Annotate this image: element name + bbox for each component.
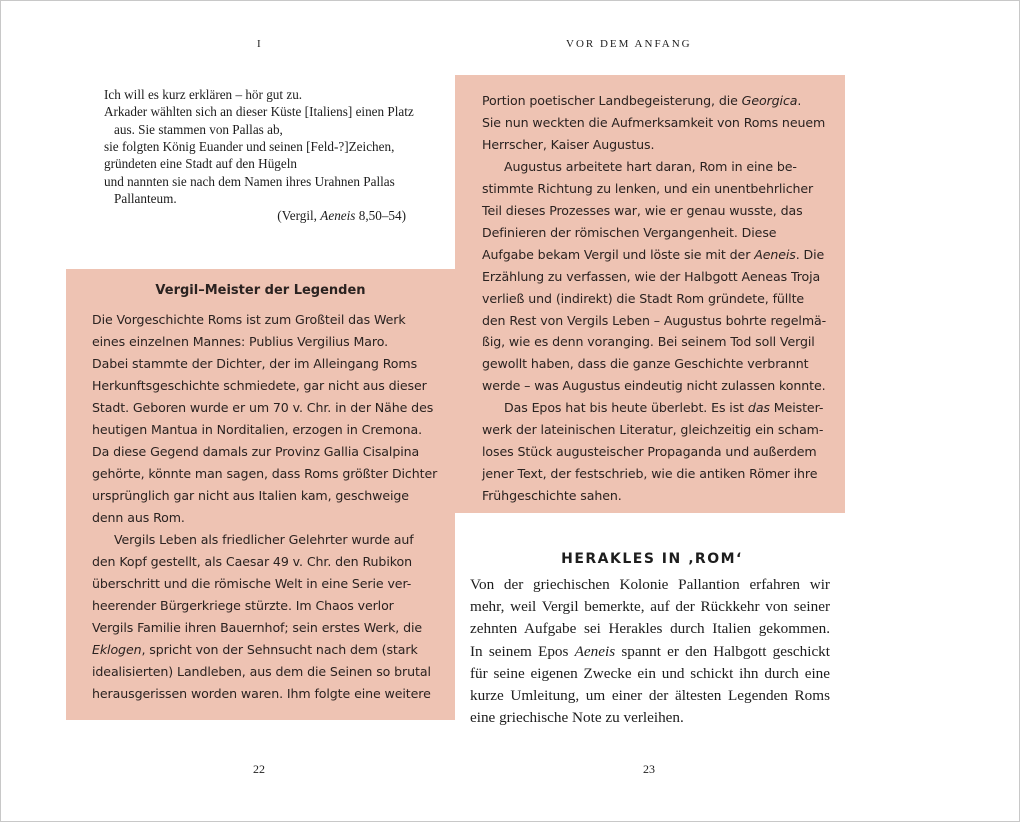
text-line	[104, 155, 297, 172]
text-segment: ursprünglich gar nicht aus Italien kam, geschweige	[92, 488, 409, 503]
text-line	[92, 661, 431, 683]
quote-citation	[277, 207, 406, 224]
text-segment: (Vergil,	[277, 208, 321, 223]
text-line	[470, 618, 830, 640]
text-line	[482, 485, 622, 507]
text-line	[92, 375, 427, 397]
text-segment: Definieren der römischen Vergangenheit. Diese	[482, 224, 777, 240]
text-line	[470, 641, 830, 663]
text-line	[114, 529, 414, 551]
text-segment: In seinem Epos	[470, 642, 575, 660]
text-segment: idealisierten) Landleben, aus dem die Seinen so brutal	[92, 664, 431, 679]
text-segment: ßig, wie es denn voranging. Bei seinem Tod soll Vergil	[482, 334, 815, 350]
text-line	[482, 244, 824, 266]
text-line	[470, 707, 830, 729]
text-segment: überschritt und die römische Welt in eine Serie ver-	[92, 576, 412, 591]
text-line	[92, 507, 185, 529]
text-segment: sie folgten König Euander und seinen [Feld-?]Zeichen,	[104, 138, 395, 154]
text-line	[114, 121, 283, 138]
text-line	[482, 441, 817, 463]
section-heading: HERAKLES IN ‚ROM‘	[561, 551, 743, 567]
text-line	[470, 663, 830, 685]
text-line	[470, 596, 830, 618]
text-segment: werde – was Augustus eindeutig nicht zulassen konnte.	[482, 378, 826, 394]
text-segment: .	[797, 93, 802, 108]
page-number-left: 22	[253, 762, 265, 776]
text-segment: Vergils Familie ihren Bauernhof; sein erstes Werk, die	[92, 620, 423, 635]
text-segment: heutigen Mantua in Norditalien, erzogen in Cremona.	[92, 422, 422, 437]
text-segment: zehnten Aufgabe sei Herakles durch Italien gekommen.	[470, 620, 830, 638]
text-line	[482, 463, 817, 485]
text-line	[92, 309, 406, 331]
text-segment: Herrscher, Kaiser Augustus.	[482, 136, 655, 152]
text-segment: spannt er den Halbgott geschickt	[615, 642, 830, 660]
text-line	[104, 138, 394, 155]
text-segment: jener Text, der festschrieb, wie die antiken Römer ihre	[482, 466, 818, 482]
text-segment: gründeten eine Stadt auf den Hügeln	[104, 156, 297, 172]
running-head-right: VOR DEM ANFANG	[566, 38, 692, 50]
text-line	[470, 574, 830, 596]
text-line	[104, 103, 414, 120]
text-segment: Sie nun weckten die Aufmerksamkeit von Roms neuem	[482, 114, 826, 130]
text-segment: Teil dieses Prozesses war, wie er genau wusste, das	[482, 202, 803, 218]
text-line	[504, 397, 823, 419]
text-line	[482, 178, 813, 200]
text-segment: aus. Sie stammen von Pallas ab,	[114, 121, 283, 137]
text-line	[92, 331, 388, 353]
text-segment: loses Stück augusteischer Propaganda und außerdem	[482, 444, 817, 460]
text-segment: werk der lateinischen Literatur, gleichzeitig ein scham-	[482, 422, 824, 438]
text-line	[482, 375, 826, 397]
text-segment: verließ und (indirekt) die Stadt Rom gründete, füllte	[482, 290, 805, 306]
text-line	[92, 683, 431, 705]
text-line	[92, 441, 419, 463]
text-segment: Stadt. Geboren wurde er um 70 v. Chr. in der Nähe des	[92, 400, 434, 415]
text-segment: herausgerissen worden waren. Ihm folgte eine weitere	[92, 686, 431, 701]
text-line	[92, 639, 418, 661]
text-line	[482, 288, 804, 310]
text-line	[482, 310, 826, 332]
text-segment: Georgica	[741, 93, 798, 108]
text-segment: Arkader wählten sich an dieser Küste [Italiens] einen Platz	[104, 104, 414, 120]
text-segment: Eklogen	[92, 642, 142, 657]
text-segment: eine griechische Note zu verleihen.	[470, 709, 684, 727]
text-line	[92, 573, 411, 595]
text-line	[482, 200, 803, 222]
text-line	[92, 485, 409, 507]
text-segment: Meister-	[769, 400, 824, 416]
text-line	[104, 86, 302, 103]
text-segment: Ich will es kurz erklären – hör gut zu.	[104, 87, 303, 102]
text-line	[92, 463, 437, 485]
text-segment: stimmte Richtung zu lenken, und ein unentbehrlicher	[482, 180, 814, 196]
text-segment: 8,50–54)	[355, 208, 406, 223]
text-line	[104, 173, 395, 190]
text-segment: das	[747, 400, 770, 416]
text-segment: gehörte, könnte man sagen, dass Roms größter Dichter	[92, 466, 438, 481]
text-line	[482, 112, 825, 134]
text-segment: denn aus Rom.	[92, 510, 185, 525]
running-head-left: I	[257, 38, 263, 50]
text-line	[92, 595, 394, 617]
text-segment: . Die	[795, 246, 825, 262]
text-segment: für seine eigenen Zwecke ein und schickt ihn durch eine	[470, 664, 830, 682]
text-line	[482, 134, 654, 156]
text-line	[92, 397, 433, 419]
text-segment: und nannten sie nach dem Namen ihres Urahnen Pallas	[104, 173, 395, 189]
text-line	[92, 617, 422, 639]
text-line	[92, 419, 422, 441]
text-segment: mehr, weil Vergil bemerkte, auf der Rückkehr von seiner	[470, 598, 830, 616]
text-segment: gewollt haben, dass die ganze Geschichte verbrannt	[482, 356, 809, 372]
text-segment: Da diese Gegend damals zur Provinz Gallia Cisalpina	[92, 444, 420, 459]
text-line	[482, 353, 809, 375]
text-segment: Herkunftsgeschichte schmiedete, gar nicht aus dieser	[92, 378, 427, 393]
text-segment: den Rest von Vergils Leben – Augustus bohrte regelmä-	[482, 312, 827, 328]
text-segment: kurze Umleitung, um einer der ältesten Legenden Roms	[470, 687, 830, 704]
text-segment: Das Epos hat bis heute überlebt. Es ist	[504, 400, 748, 416]
text-segment: Von der griechischen Kolonie Pallantion erfahren wir	[470, 576, 830, 593]
text-segment: Pallanteum.	[114, 190, 177, 206]
text-line	[92, 551, 412, 573]
text-segment: heerender Bürgerkriege stürzte. Im Chaos verlor	[92, 598, 394, 613]
text-line	[504, 156, 797, 178]
text-segment: Aeneis	[574, 642, 616, 660]
text-line	[482, 222, 776, 244]
page-number-right: 23	[643, 762, 655, 776]
text-line	[92, 353, 417, 375]
text-segment: Frühgeschichte sahen.	[482, 488, 622, 504]
text-segment: den Kopf gestellt, als Caesar 49 v. Chr. den Rubikon	[92, 554, 412, 569]
box-title: Vergil–Meister der Legenden	[155, 283, 366, 298]
text-segment: Aufgabe bekam Vergil und löste sie mit der	[482, 246, 755, 262]
text-line	[482, 331, 815, 353]
text-line	[482, 419, 823, 441]
text-segment: Aeneis	[754, 246, 796, 262]
text-segment: Dabei stammte der Dichter, der im Alleingang Roms	[92, 356, 418, 371]
text-segment: Erzählung zu verfassen, wie der Halbgott Aeneas Troja	[482, 268, 821, 284]
sidebar-box-continued	[455, 75, 845, 513]
sidebar-box-vergil	[66, 269, 455, 720]
text-segment: Vergils Leben als friedlicher Gelehrter wurde auf	[114, 532, 414, 547]
text-segment: Portion poetischer Landbegeisterung, die	[482, 93, 742, 108]
text-segment: Augustus arbeitete hart daran, Rom in eine be-	[504, 158, 797, 174]
text-line	[482, 266, 820, 288]
text-segment: , spricht von der Sehnsucht nach dem (stark	[141, 642, 418, 657]
text-segment: Die Vorgeschichte Roms ist zum Großteil das Werk	[92, 312, 406, 327]
text-line	[114, 190, 177, 207]
text-segment: Aeneis	[320, 208, 356, 223]
text-segment: eines einzelnen Mannes: Publius Vergilius Maro.	[92, 334, 388, 349]
text-line	[470, 685, 830, 707]
text-line	[482, 90, 801, 112]
